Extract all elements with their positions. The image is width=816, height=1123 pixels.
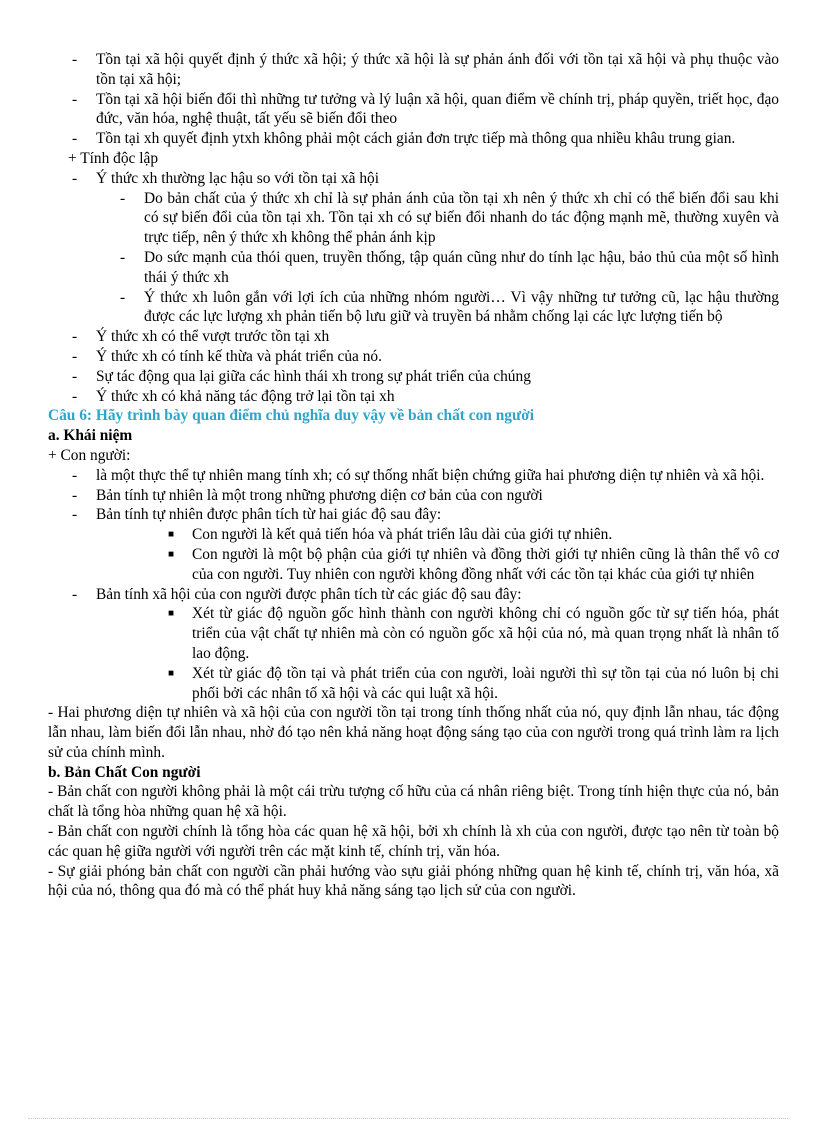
dash-marker: - [72, 130, 78, 148]
list-item: - Sự tác động qua lại giữa các hình thái xh trong sự phát triển của chúng [72, 367, 531, 385]
list-item-bullet: ■ Xét từ giác độ tồn tại và phát triển của con người, loài người thì sự tồn tại của nó luôn bị chi phối bởi các nhân tố xã hội và các qui luật xã hội. [168, 664, 779, 702]
list-item-nested: - Do sức mạnh của thói quen, truyền thống, tập quán cũng như do tính lạc hậu, bảo thủ của một số hình thái ý thức xh [120, 248, 779, 286]
dash-marker: - [120, 248, 126, 266]
paragraph: - Sự giải phóng bản chất con người cần phải hướng vào sựu giải phóng những quan hệ kinh tế, chính trị, văn hóa, xã hội của nó, thông qua đó mà có thể phát huy khả năng sáng tạo lịch sử của con người. [48, 862, 779, 900]
paragraph: - Hai phương diện tự nhiên và xã hội của con người tồn tại trong tính thống nhất của nó, quy định lẫn nhau, tác động lẫn nhau, làm biến đổi lẫn nhau, nhờ đó tạo nên khả năng hoạt động sáng tạo của con người trong quá trình làm ra lịch sử của chính mình. [48, 704, 779, 761]
page-footer-rule [28, 1118, 788, 1119]
dash-marker: - [72, 328, 78, 346]
dash-marker: - [120, 288, 126, 306]
dash-marker: - [72, 585, 78, 603]
section-heading-b: b. Bản Chất Con người [48, 763, 201, 781]
list-item: - Tồn tại xã hội quyết định ý thức xã hội; ý thức xã hội là sự phản ánh đối với tồn tại xã hội và phụ thuộc vào tồn tại xã hội; [72, 51, 779, 88]
list-item-bullet: ■ Xét từ giác độ nguồn gốc hình thành con người không chỉ có nguồn gốc từ sự tiến hóa, phát triển của vật chất tự nhiên mà còn có nguồn gốc xã hội của nó, mà quan trọng nhất là nhân tố lao động. [168, 605, 779, 662]
subsection-label: + Tính độc lập [68, 149, 159, 167]
list-item: - Ý thức xh có thể vượt trước tồn tại xh [72, 328, 330, 346]
list-item: - Ý thức xh thường lạc hậu so với tồn tại xã hội [72, 169, 380, 187]
subsection-label: + Con người: [48, 446, 131, 464]
dash-marker: - [72, 90, 78, 108]
dash-marker: - [72, 51, 78, 68]
paragraph: - Bản chất con người không phải là một cái trừu tượng cố hữu của cá nhân riêng biệt. Trong tính hiện thực của nó, bản chất là tổng hòa những quan hệ xã hội. [48, 783, 779, 821]
dash-marker: - [72, 466, 78, 484]
list-item-bullet: ■ Con người là kết quả tiến hóa và phát triển lâu dài của giới tự nhiên. [168, 526, 613, 544]
list-item-nested: - Ý thức xh luôn gắn với lợi ích của những nhóm người… Vì vậy những tư tưởng cũ, lạc hậu thường được các lực lượng xh phản tiến bộ lưu giữ và truyền bá nhằm chống lại các lực lượng tiến bộ [120, 288, 779, 326]
list-item: - là một thực thể tự nhiên mang tính xh; có sự thống nhất biện chứng giữa hai phương diện tự nhiên và xã hội. [72, 466, 765, 484]
paragraph: - Bản chất con người chính là tổng hòa các quan hệ xã hội, bởi xh chính là xh của con người, được tạo nên từ toàn bộ các quan hệ giữa người với người trên các mặt kinh tế, chính trị, văn hóa. [48, 823, 779, 860]
dash-marker: - [72, 367, 78, 385]
list-item-bullet: ■ Con người là một bộ phận của giới tự nhiên và đồng thời giới tự nhiên cũng là thân thể vô cơ của con người. Tuy nhiên con người không đồng nhất với các tồn tại khác của giới tự nhiên [168, 545, 779, 583]
list-item: - Bản tính tự nhiên được phân tích từ hai giác độ sau đây: [72, 506, 442, 524]
question-heading: Câu 6: Hãy trình bày quan điểm chủ nghĩa duy vậy về bản chất con người [48, 407, 534, 425]
dash-marker: - [72, 169, 78, 187]
square-bullet-icon: ■ [168, 529, 175, 541]
square-bullet-icon: ■ [168, 667, 175, 679]
list-item: - Ý thức xh có khả năng tác động trở lại tồn tại xh [72, 387, 395, 405]
dash-marker: - [72, 486, 78, 504]
list-item-nested: - Do bản chất của ý thức xh chỉ là sự phản ánh của tồn tại xh nên ý thức xh chỉ có thể biến đổi sau khi có sự biến đổi của tồn tại xh. Tồn tại xh có sự biến đổi nhanh do tác động mạnh mẽ, thường xuyên và trực tiếp, nên ý thức xh không thể phản ánh kịp [120, 189, 779, 247]
list-item: - Bản tính tự nhiên là một trong những phương diện cơ bản của con người [72, 486, 543, 504]
square-bullet-icon: ■ [168, 548, 175, 560]
dash-marker: - [72, 506, 78, 524]
dash-marker: - [72, 347, 78, 365]
list-item: - Tồn tại xã hội biến đổi thì những tư tưởng và lý luận xã hội, quan điểm về chính trị, pháp quyền, triết học, đạo đức, văn hóa, nghệ thuật, tất yếu sẽ biến đổi theo [72, 90, 779, 128]
dash-marker: - [120, 189, 126, 207]
section-heading-a: a. Khái niệm [48, 427, 133, 445]
square-bullet-icon: ■ [168, 608, 175, 620]
list-item: - Tồn tại xh quyết định ytxh không phải một cách giản đơn trực tiếp mà thông qua nhiều khâu trung gian. [72, 130, 736, 148]
list-item: - Ý thức xh có tính kế thừa và phát triển của nó. [72, 347, 382, 365]
dash-marker: - [72, 387, 78, 405]
list-item: - Bản tính xã hội của con người được phân tích từ các giác độ sau đây: [72, 585, 522, 603]
